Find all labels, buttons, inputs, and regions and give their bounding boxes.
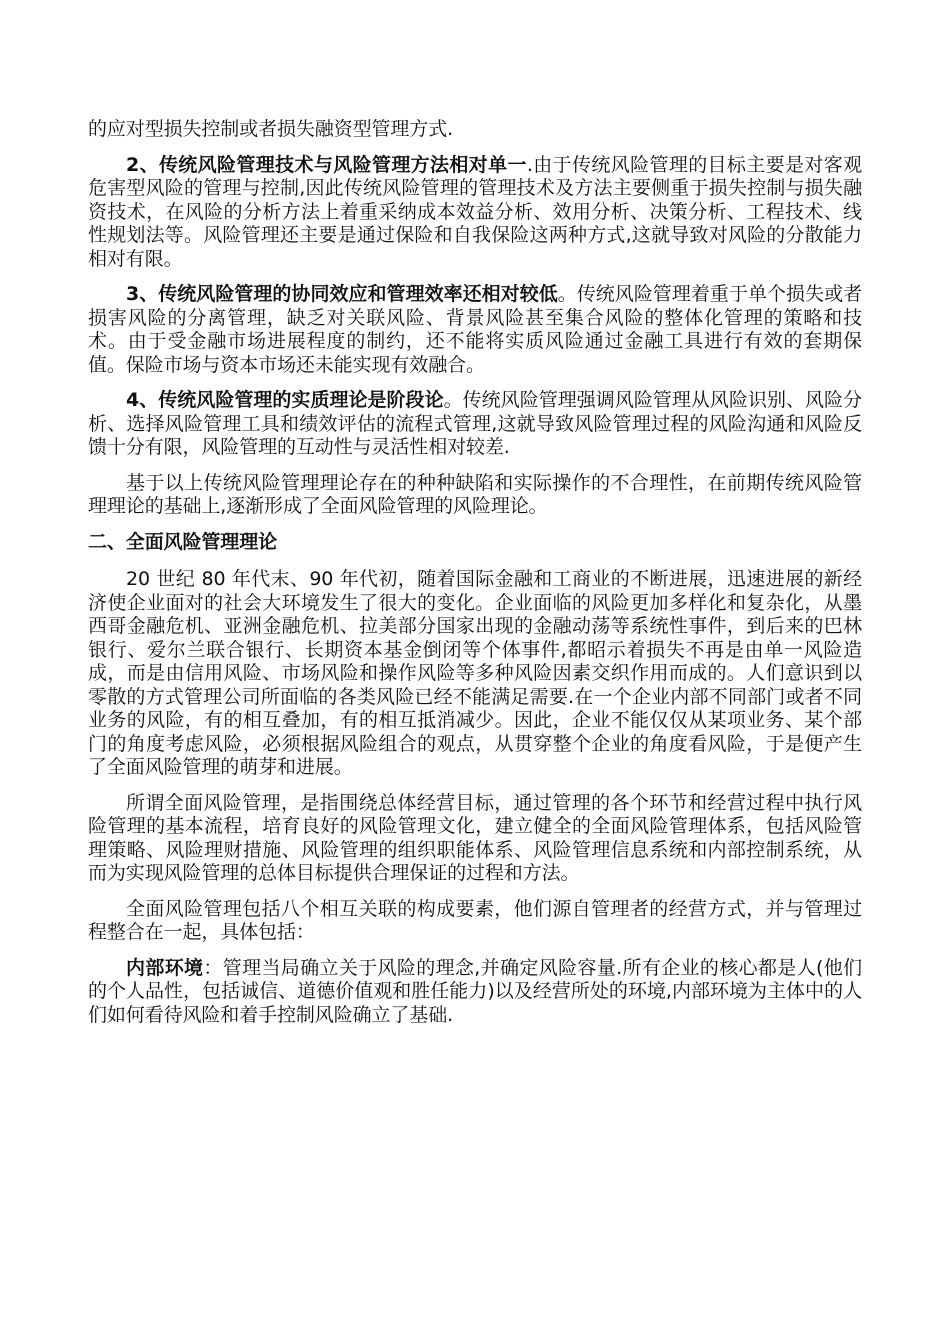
paragraph-internal-environment [88, 957, 862, 1028]
paragraph-definition [88, 792, 862, 886]
paragraph-history [88, 568, 862, 780]
paragraph-lead: 3、传统风险管理的协同效应和管理效率还相对较低 [126, 283, 558, 305]
paragraph-components-intro [88, 898, 862, 945]
paragraph-continuation [88, 118, 862, 142]
paragraph-text: 20 世纪 80 年代末、90 年代初，随着国际金融和工商业的不断进展，迅速进展的新经济使企业面对的社会大环境发生了很大的变化。企业面临的风险更加多样化和复杂化，从墨西哥金融危机、亚洲金融危机、拉美部分国家出现的金融动荡等系统性事件，到后来的巴林银行、爱尔兰联合银行、长期资本基金倒闭等个体事件,都昭示着损失不再是由单一风险造成，而是由信用风险、市场风险和操作风险等多种风险因素交织作用而成的。人们意识到以零散的方式管理公司所面临的各类风险已经不能满足需要.在一个企业内部不同部门或者不同业务的风险，有的相互叠加，有的相互抵消减少。因此，企业不能仅仅从某项业务、某个部门的角度考虑风险，必须根据风险组合的观点，从贯穿整个企业的角度看风险，于是便产生了全面风险管理的萌芽和进展。 [88, 568, 862, 778]
paragraph-text: 基于以上传统风险管理理论存在的种种缺陷和实际操作的不合理性，在前期传统风险管理理论的基础上,逐渐形成了全面风险管理的风险理论。 [88, 471, 862, 517]
paragraph-lead: 2、传统风险管理技术与风险管理方法相对单一 [126, 153, 527, 176]
paragraph-summary [88, 472, 862, 519]
document-page [88, 118, 862, 1039]
paragraph-text: 。传统风险管理着重于单个损失或者损害风险的分离管理，缺乏对关联风险、背景风险甚至集合风险的整体化管理的策略和技术。由于受金融市场进展程度的制约，还不能将实质风险通过金融工具进行有效的套期保值。保险市场与资本市场还未能实现有效融合。 [88, 283, 862, 376]
paragraph-point-3 [88, 283, 862, 377]
paragraph-text: 全面风险管理包括八个相互关联的构成要素，他们源自管理者的经营方式，并与管理过程整合在一起，具体包括： [88, 897, 862, 943]
paragraph-text: 的应对型损失控制或者损失融资型管理方式. [88, 118, 454, 140]
section-heading: 二、全面风险管理理论 [88, 530, 278, 553]
paragraph-point-2 [88, 154, 862, 272]
paragraph-text: .由于传统风险管理的目标主要是对客观危害型风险的管理与控制,因此传统风险管理的管理技术及方法主要侧重于损失控制与损失融资技术，在风险的分析方法上着重采纳成本效益分析、效用分析、决策分析、工程技术、线性规划法等。风险管理还主要是通过保险和自我保险这两种方式,这就导致对风险的分散能力相对有限。 [88, 153, 863, 270]
paragraph-text: 所谓全面风险管理，是指围绕总体经营目标，通过管理的各个环节和经营过程中执行风险管理的基本流程，培育良好的风险管理文化，建立健全的全面风险管理体系，包括风险管理策略、风险理财措施、风险管理的组织职能体系、风险管理信息系统和内部控制系统，从而为实现风险管理的总体目标提供合理保证的过程和方法。 [88, 791, 862, 884]
paragraph-lead: 内部环境 [126, 956, 204, 979]
paragraph-lead: 4、传统风险管理的实质理论是阶段论 [126, 389, 444, 411]
paragraph-text: ：管理当局确立关于风险的理念,并确定风险容量.所有企业的核心都是人(他们的个人品性，包括诚信、道德价值观和胜任能力)以及经营所处的环境,内部环境为主体中的人们如何看待风险和着手控制风险确立了基础. [88, 956, 862, 1026]
paragraph-text: 。传统风险管理强调风险管理从风险识别、风险分析、选择风险管理工具和绩效评估的流程式管理,这就导致风险管理过程的风险沟通和风险反馈十分有限，风险管理的互动性与灵活性相对较差. [88, 389, 862, 458]
paragraph-point-4 [88, 389, 862, 460]
